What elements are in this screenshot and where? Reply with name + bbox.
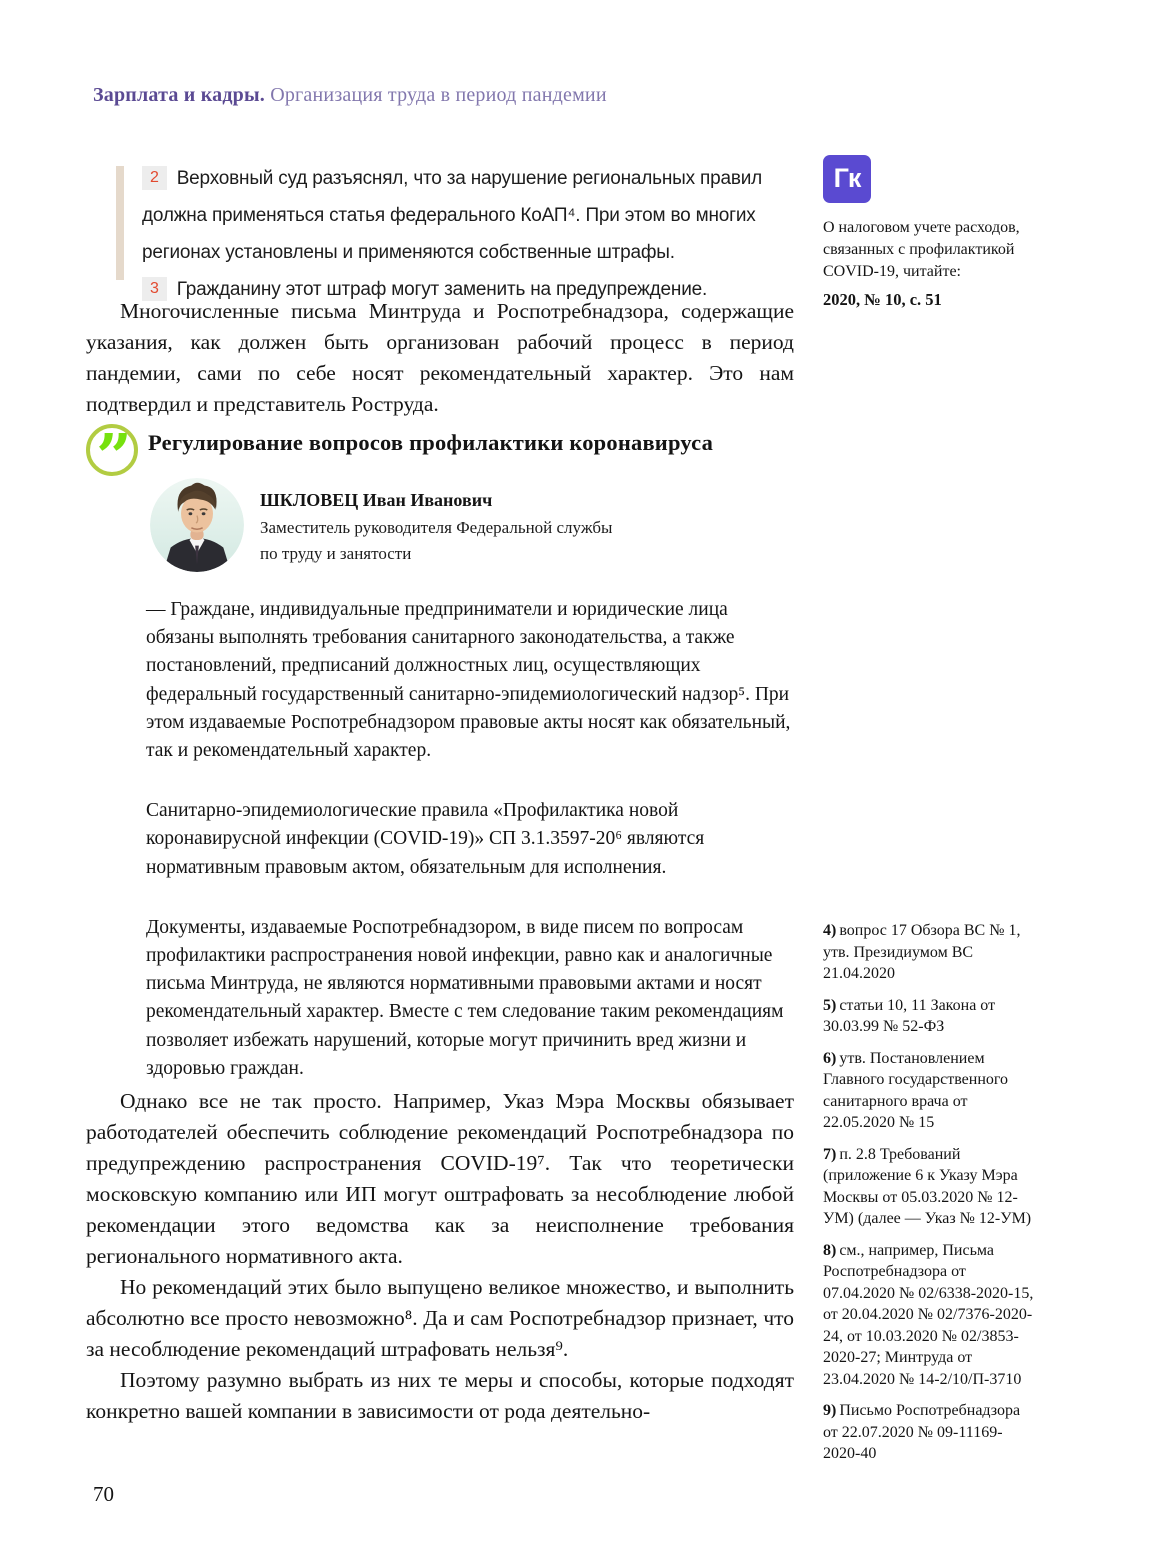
magazine-logo: Гк bbox=[823, 155, 871, 203]
footnote bbox=[823, 1144, 1035, 1230]
expert-photo-illustration bbox=[150, 478, 244, 572]
footnote bbox=[823, 1048, 1035, 1134]
footnote-text: Письмо Роспотребнадзора от 22.07.2020 № 09-11169-2020-40 bbox=[823, 1402, 1021, 1462]
footnote-number: 5) bbox=[823, 996, 837, 1014]
list-item bbox=[142, 160, 794, 271]
expert-title: Заместитель руководителя Федеральной службы по труду и занятости bbox=[260, 518, 613, 563]
quote-paragraph: — Граждане, индивидуальные предприниматели и юридические лица обязаны выполнять требования санитарного законодательства, а также постановлений, предписаний должностных лиц, осуществляющих федеральный государственный санитарно-эпидемиологический надзор⁵. При этом издаваемые Роспотребнадзором правовые акты носят как обязательный, так и рекомендательный характер. bbox=[146, 599, 791, 762]
footnote bbox=[823, 920, 1035, 985]
lead-list-accent-bar bbox=[116, 166, 124, 280]
footnote-text: п. 2.8 Требований (приложение 6 к Указу Мэра Москвы от 05.03.2020 № 12-УМ) (далее — Указ № 12-УМ) bbox=[823, 1145, 1032, 1227]
list-item-text: Гражданину этот штраф могут заменить на предупреждение. bbox=[176, 279, 708, 300]
footnote-number: 9) bbox=[823, 1402, 837, 1419]
footnote-number: 8) bbox=[823, 1241, 837, 1259]
list-item-text: Верховный суд разъяснял, что за нарушение региональных правил должна применяться статья федерального КоАП⁴. При этом во многих регионах установлены и применяются собственные штрафы. bbox=[142, 168, 763, 263]
lead-list bbox=[116, 160, 794, 308]
intro-paragraph: Многочисленные письма Минтруда и Роспотребнадзора, содержащие указания, как должен быть организован рабочий процесс в период пандемии, сами по себе носят рекомендательный характер. Это нам подтвердил и представитель Роструда. bbox=[86, 299, 794, 416]
section-brand: Зарплата и кадры. bbox=[93, 84, 265, 106]
quote-body bbox=[146, 596, 792, 1115]
expert-info bbox=[260, 490, 630, 567]
footnote-text: вопрос 17 Обзора ВС № 1, утв. Президиумом ВС 21.04.2020 bbox=[823, 922, 1021, 982]
list-item-number: 2 bbox=[142, 166, 167, 190]
footnote bbox=[823, 1400, 1035, 1465]
quote-icon: ” bbox=[86, 424, 138, 476]
footnotes bbox=[823, 920, 1035, 1475]
footnote-number: 6) bbox=[823, 1049, 837, 1067]
body-paragraph: Однако все не так просто. Например, Указ Мэра Москвы обязывает работодателей обеспечить соблюдение рекомендаций Роспотребнадзора по предупреждению распространения COVID-19⁷. Так что теоретически московскую компанию или ИП могут оштрафовать за несоблюдение любой рекомендации этого ведомства как за неисполнение требования регионального нормативного акта. bbox=[86, 1089, 794, 1268]
body-paragraph: Но рекомендаций этих было выпущено великое множество, и выполнить абсолютно все просто невозможно⁸. Да и сам Роспотребнадзор признает, что за несоблюдение рекомендаций штрафовать нельзя⁹. bbox=[86, 1275, 794, 1361]
footnote-number: 4) bbox=[823, 922, 837, 939]
footnote-text: статьи 10, 11 Закона от 30.03.99 № 52-ФЗ bbox=[823, 996, 996, 1035]
article-body bbox=[86, 1086, 794, 1427]
sidebar-note bbox=[823, 155, 1035, 310]
body-paragraph: Поэтому разумно выбрать из них те меры и способы, которые подходят конкретно вашей компании в зависимости от рода деятельно- bbox=[86, 1368, 794, 1423]
footnote-number: 7) bbox=[823, 1145, 837, 1163]
page-header bbox=[93, 84, 607, 107]
footnote-text: утв. Постановлением Главного государственного санитарного врача от 22.05.2020 № 15 bbox=[823, 1049, 1009, 1131]
page-number: 70 bbox=[93, 1482, 114, 1506]
section-title: Организация труда в период пандемии bbox=[270, 84, 607, 106]
sidebar-note-text: О налоговом учете расходов, связанных с профилактикой COVID-19, читайте: bbox=[823, 219, 1020, 280]
sidebar-note-reference: 2020, № 10, с. 51 bbox=[823, 290, 942, 309]
footnote bbox=[823, 1240, 1035, 1391]
footnote-text: см., например, Письма Роспотребнадзора от 07.04.2020 № 02/6338-2020-15, от 20.04.2020 № 02/7376-2020-24, от 10.03.2020 № 02/3853-2020-27; Минтруда от 23.04.2020 № 14-2/10/П-3710 bbox=[823, 1241, 1034, 1388]
list-item-number: 3 bbox=[142, 277, 167, 301]
expert-photo bbox=[150, 478, 244, 572]
footnote bbox=[823, 995, 1035, 1038]
quote-heading: Регулирование вопросов профилактики коронавируса bbox=[148, 430, 714, 455]
quote-paragraph: Санитарно-эпидемиологические правила «Профилактика новой коронавирусной инфекции (COVID-19)» СП 3.1.3597-20⁶ являются нормативным правовым актом, обязательным для исполнения. bbox=[146, 800, 705, 878]
expert-name: ШКЛОВЕЦ Иван Иванович bbox=[260, 490, 493, 510]
quote-paragraph: Документы, издаваемые Роспотребнадзором, в виде писем по вопросам профилактики распространения новой инфекции, равно как и аналогичные письма Минтруда, не являются нормативными правовыми актами и носят рекомендательный характер. Вместе с тем следование таким рекомендациям позволяет избежать нарушений, которые могут причинить вред жизни и здоровью граждан. bbox=[146, 916, 784, 1079]
